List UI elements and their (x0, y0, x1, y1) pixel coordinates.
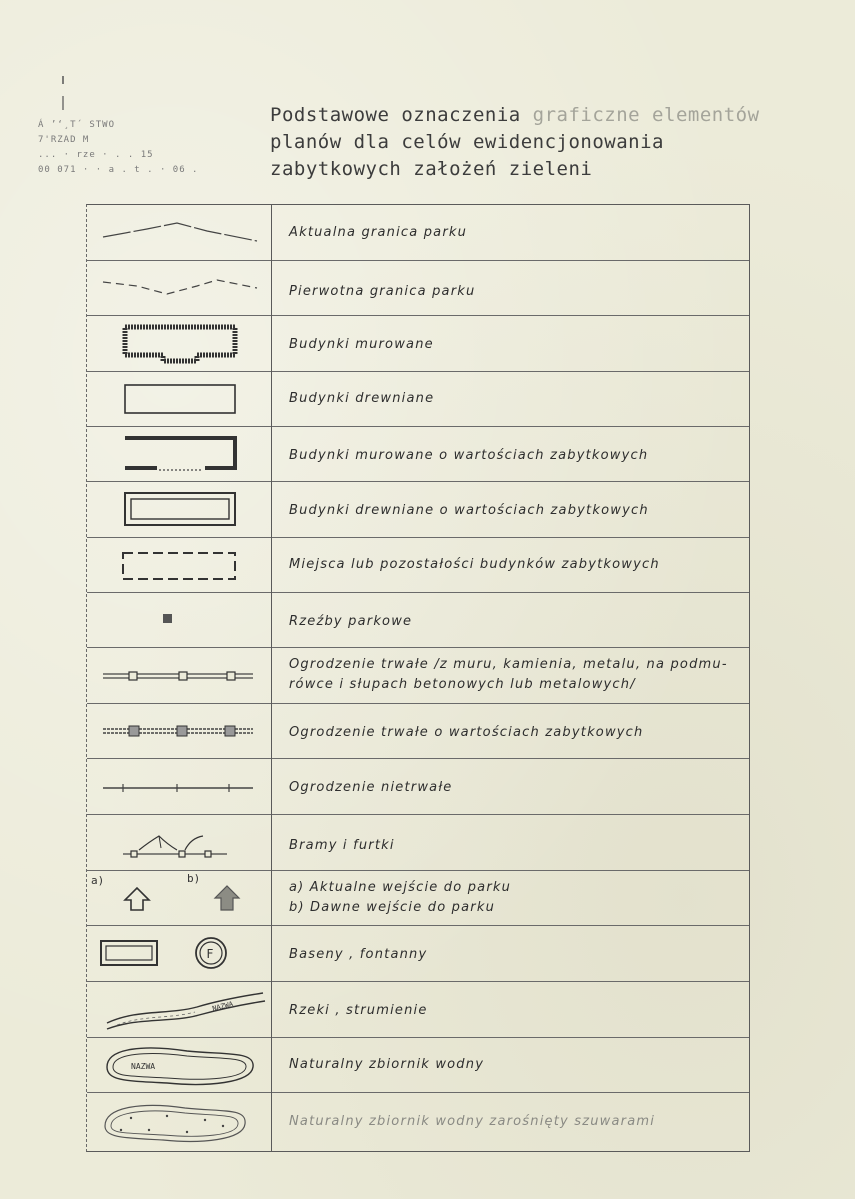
legend-row-building-remains (87, 537, 749, 593)
symbol-cell (87, 592, 272, 647)
legend-label: Budynki drewniane o wartościach zabytkowych (289, 503, 649, 518)
legend-label-line-2: rówce i słupach betonowych lub metalowych/ (289, 677, 636, 692)
institution-stamp (38, 118, 270, 190)
symbol-cell (87, 758, 272, 814)
historic-wooden-building-symbol (87, 481, 271, 537)
symbol-cell (87, 1037, 272, 1092)
legend-label (289, 655, 747, 695)
legend-row-historic-permanent-fence (87, 703, 749, 759)
legend-label: Baseny , fontanny (289, 947, 428, 962)
permanent-fence-symbol (87, 647, 271, 703)
symbol-cell (87, 981, 272, 1037)
legend-row-historic-wooden-buildings (87, 481, 749, 538)
legend-row-permanent-fence (87, 647, 749, 704)
symbol-cell (87, 1092, 272, 1151)
entrance-arrows-symbol (87, 870, 271, 925)
legend-row-park-sculptures (87, 592, 749, 648)
symbol-cell (87, 481, 272, 537)
current-boundary-symbol (87, 205, 271, 260)
reed-pond-symbol (87, 1092, 271, 1151)
title-line-2-main: planów dla celów ewidencjonowania (270, 131, 664, 153)
legend-label: Miejsca lub pozostałości budynków zabytkowych (289, 557, 660, 572)
symbol-cell (87, 925, 272, 981)
legend-label: Rzeki , strumienie (289, 1003, 428, 1018)
legend-row-masonry-buildings (87, 315, 749, 372)
legend-row-natural-pond (87, 1037, 749, 1093)
legend-row-original-boundary (87, 260, 749, 316)
masonry-building-symbol (87, 315, 271, 371)
legend-row-historic-masonry-buildings (87, 426, 749, 482)
historic-fence-symbol (87, 703, 271, 758)
legend-label (289, 878, 747, 918)
original-boundary-symbol (87, 260, 271, 315)
title-line-3-main: zabytkowych założeń zieleni (270, 158, 593, 180)
legend-label-line-1: Ogrodzenie trwałe /z muru, kamienia, metalu, na podmu- (289, 657, 728, 672)
symbol-cell (87, 703, 272, 758)
symbol-cell (87, 537, 272, 592)
stamp-line-3: ... · rze · . . 15 (38, 150, 154, 160)
tag-a: a) (91, 874, 105, 887)
legend-label: Budynki murowane (289, 337, 434, 352)
temporary-fence-symbol (87, 758, 271, 814)
pond-name-label: NAZWA (131, 1062, 156, 1071)
title-line-2 (270, 129, 730, 156)
stamp-line-2: 7'RZAD M (38, 135, 90, 145)
river-name-label: NAZWA (211, 1000, 234, 1013)
legend-row-pools-fountains (87, 925, 749, 982)
stamp-line-4: 00 071 · · a . t . · 06 . (38, 165, 199, 175)
symbol-cell (87, 647, 272, 703)
legend-label: Naturalny zbiornik wodny (289, 1057, 485, 1072)
legend-row-park-entrances (87, 870, 749, 926)
symbol-cell (87, 870, 272, 925)
legend-row-gates (87, 814, 749, 871)
title-line-1-main: Podstawowe oznaczenia (270, 104, 533, 126)
pool-fountain-symbol (87, 925, 271, 981)
legend-label: Aktualna granica parku (289, 225, 468, 240)
building-remains-symbol (87, 537, 271, 592)
symbol-cell (87, 814, 272, 870)
symbol-cell (87, 205, 272, 260)
natural-pond-symbol (87, 1037, 271, 1092)
legend-label: Pierwotna granica parku (289, 284, 476, 299)
historic-masonry-building-symbol (87, 426, 271, 481)
title-line-1 (270, 102, 760, 129)
legend-label: Rzeźby parkowe (289, 614, 413, 629)
title-line-1-faded: graficzne elementów (532, 104, 760, 126)
legend-label-line-2: b) Dawne wejście do parku (289, 900, 496, 915)
legend-row-reed-pond (87, 1092, 749, 1151)
legend-row-rivers-streams (87, 981, 749, 1038)
legend-label: Ogrodzenie nietrwałe (289, 780, 453, 795)
symbol-cell (87, 260, 272, 315)
symbol-cell (87, 371, 272, 426)
legend-row-wooden-buildings (87, 371, 749, 427)
legend-label-line-1: a) Aktualne wejście do parku (289, 880, 512, 895)
tag-b: b) (187, 872, 201, 885)
wooden-building-symbol (87, 371, 271, 426)
legend-label: Budynki murowane o wartościach zabytkowych (289, 448, 649, 463)
sculpture-symbol (87, 592, 271, 647)
legend-label: Budynki drewniane (289, 391, 435, 406)
river-symbol (87, 981, 271, 1037)
fountain-letter: F (206, 947, 214, 961)
stamp-line-1: Á ’‘¸T´ STWO (38, 120, 116, 130)
legend-table (86, 204, 750, 1152)
gate-symbol (87, 814, 271, 870)
legend-row-current-boundary (87, 205, 749, 261)
legend-row-temporary-fence (87, 758, 749, 815)
legend-label: Bramy i furtki (289, 838, 395, 853)
symbol-cell (87, 315, 272, 371)
symbol-cell (87, 426, 272, 481)
title-line-3 (270, 156, 730, 183)
legend-label: Ogrodzenie trwałe o wartościach zabytkowych (289, 725, 644, 740)
legend-label: Naturalny zbiornik wodny zarośnięty szuwarami (289, 1114, 656, 1129)
document-title (270, 102, 760, 183)
